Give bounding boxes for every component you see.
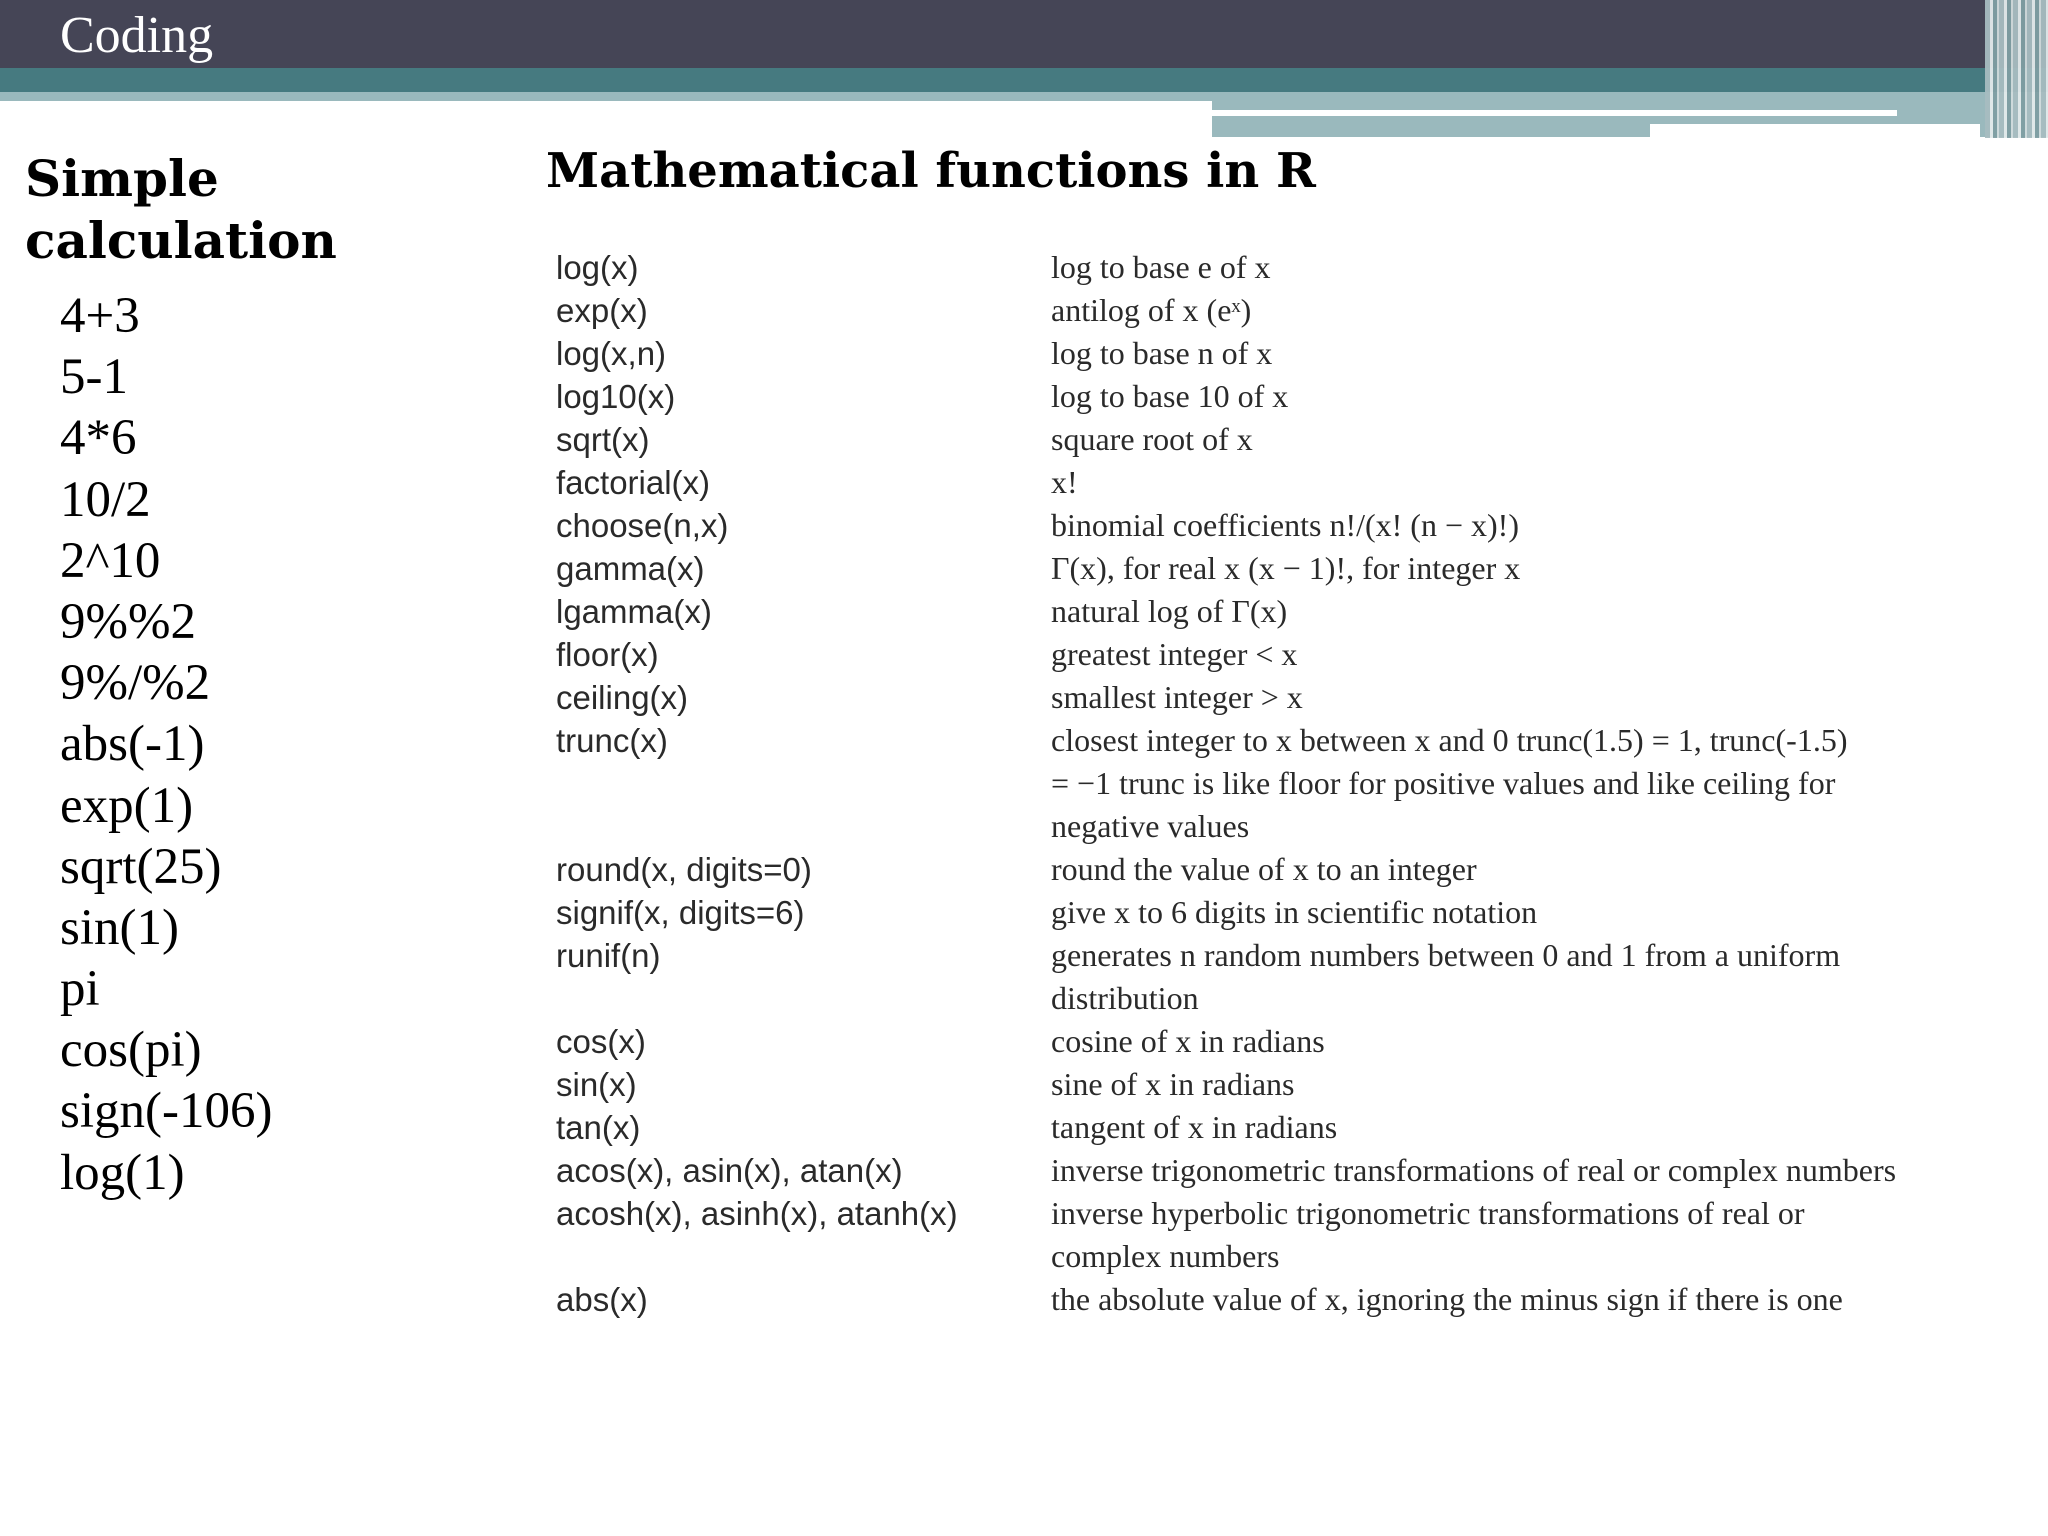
header-decoration-notch [1650,124,1980,137]
function-name: factorial(x) [556,464,711,501]
list-item: sin(1) [60,899,179,956]
list-item: 10/2 [60,471,151,528]
table-row [556,418,2012,461]
table-row [556,590,2012,633]
function-name: log(x,n) [556,335,667,372]
table-row [556,504,2012,547]
function-name: abs(x) [556,1281,648,1318]
function-table [556,246,2012,1321]
calculation-list [60,286,272,1204]
table-row [556,633,2012,676]
table-row [556,676,2012,719]
function-description: antilog of x (eˣ) [1051,292,1252,328]
header-light-band [0,92,1212,101]
list-item: 4*6 [60,410,137,467]
function-description: x! [1051,464,1078,500]
function-description: closest integer to x between x and 0 trunc(1.5) = 1, trunc(-1.5) = −1 trunc is like floor for positive values and like ceiling for negative values [1051,722,1848,844]
function-description: log to base e of x [1051,249,1271,285]
table-row [556,461,2012,504]
table-row [556,246,2012,289]
table-row [556,547,2012,590]
function-description: binomial coefficients n!/(x! (n − x)!) [1051,507,1519,543]
function-name: lgamma(x) [556,593,712,630]
list-item: exp(1) [60,777,194,834]
function-name: log(x) [556,249,639,286]
table-row [556,1278,2012,1321]
list-item: sign(-106) [60,1083,273,1140]
corner-stripe-decoration [1985,0,2048,138]
function-name: gamma(x) [556,550,705,587]
list-item: sqrt(25) [60,838,222,895]
function-name: choose(n,x) [556,507,729,544]
slide-title: Coding [60,7,214,64]
function-description: greatest integer < x [1051,636,1298,672]
header-accent-band [0,68,2048,92]
table-row [556,375,2012,418]
function-description: cosine of x in radians [1051,1023,1325,1059]
header-bar [0,0,2048,68]
list-item: 9%/%2 [60,655,211,712]
function-name: tan(x) [556,1109,641,1146]
function-description: square root of x [1051,421,1253,457]
header-decoration-line [1212,110,1897,116]
list-item: log(1) [60,1144,185,1201]
function-description: log to base 10 of x [1051,378,1289,414]
function-description: tangent of x in radians [1051,1109,1338,1145]
list-item: 9%%2 [60,593,196,650]
list-item: 2^10 [60,532,161,589]
list-item: pi [60,961,100,1018]
table-row [556,332,2012,375]
function-name: sqrt(x) [556,421,650,458]
table-row [556,1106,2012,1149]
function-description: natural log of Γ(x) [1051,593,1288,629]
function-name: signif(x, digits=6) [556,894,805,931]
function-description: log to base n of x [1051,335,1273,371]
table-row [556,719,2012,848]
function-name: runif(n) [556,937,661,974]
function-description: inverse hyperbolic trigonometric transformations of real or complex numbers [1051,1195,1805,1274]
function-description: generates n random numbers between 0 and 1 from a uniform distribution [1051,937,1841,1016]
simple-calculation-heading: Simple calculation [25,149,337,270]
math-functions-heading: Mathematical functions in R [546,143,1316,199]
function-name: acos(x), asin(x), atan(x) [556,1152,903,1189]
table-row [556,1149,2012,1192]
function-name: log10(x) [556,378,676,415]
table-row [556,891,2012,934]
function-name: trunc(x) [556,722,668,759]
function-description: sine of x in radians [1051,1066,1295,1102]
list-item: 5-1 [60,349,128,406]
table-row [556,1192,2012,1278]
function-description: round the value of x to an integer [1051,851,1477,887]
function-name: acosh(x), asinh(x), atanh(x) [556,1195,958,1232]
list-item: 4+3 [60,288,140,344]
list-item: cos(pi) [60,1022,202,1079]
table-row [556,848,2012,891]
function-name: floor(x) [556,636,659,673]
function-name: ceiling(x) [556,679,689,716]
function-name: cos(x) [556,1023,646,1060]
table-row [556,1020,2012,1063]
table-row [556,1063,2012,1106]
function-description: the absolute value of x, ignoring the minus sign if there is one [1051,1281,1843,1317]
table-row [556,289,2012,332]
function-name: round(x, digits=0) [556,851,812,888]
function-description: give x to 6 digits in scientific notation [1051,894,1538,930]
function-description: inverse trigonometric transformations of real or complex numbers [1051,1152,1897,1188]
table-row [556,934,2012,1020]
function-name: sin(x) [556,1066,637,1103]
function-name: exp(x) [556,292,648,329]
list-item: abs(-1) [60,716,205,773]
function-description: Γ(x), for real x (x − 1)!, for integer x [1051,550,1521,586]
function-description: smallest integer > x [1051,679,1303,715]
